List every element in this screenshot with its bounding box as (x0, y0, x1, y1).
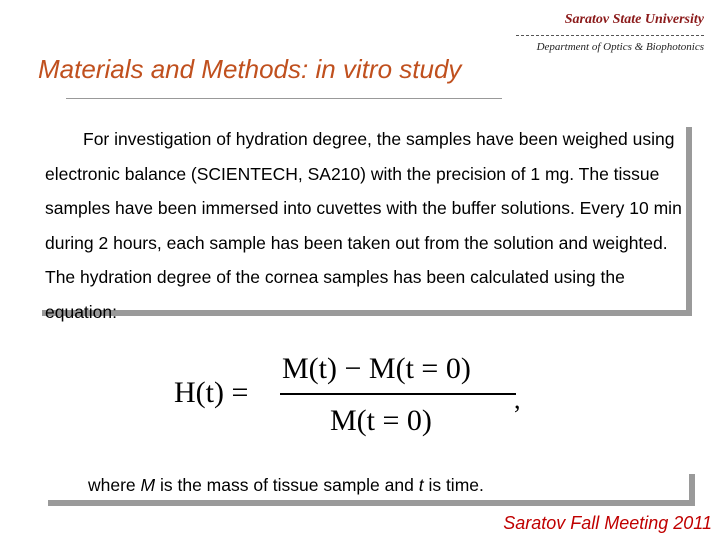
where-middle: is the mass of tissue sample and (155, 475, 419, 495)
where-suffix: is time. (423, 475, 484, 495)
method-paragraph: For investigation of hydration degree, the samples have been weighed using electronic balance (SCIENTECH, SA210) with the precision of 1 mg. The tissue samples have been immersed into cuvettes with the buffer solutions. Every 10 min during 2 hours, each sample has been taken out from the solution and weighted. The hydration degree of the cornea samples has been calculated using the equation: (45, 129, 682, 322)
slide-title: Materials and Methods: in vitro study (38, 54, 462, 84)
where-line (88, 475, 484, 496)
title-underline (66, 98, 502, 99)
where-var-t: t (418, 475, 424, 495)
university-name: Saratov State University (564, 12, 704, 27)
where-var-m: M (140, 475, 156, 495)
equation-trailing-comma: , (514, 385, 521, 414)
hydration-equation (170, 344, 550, 448)
equation-numerator: M(t) − M(t = 0) (282, 352, 471, 385)
equation-denominator: M(t = 0) (330, 404, 432, 437)
equation-lhs: H(t) = (174, 376, 249, 409)
conference-footer: Saratov Fall Meeting 2011 (503, 513, 712, 533)
where-prefix: where (88, 475, 141, 495)
header-divider (516, 35, 704, 36)
department-name: Department of Optics & Biophotonics (536, 41, 704, 53)
